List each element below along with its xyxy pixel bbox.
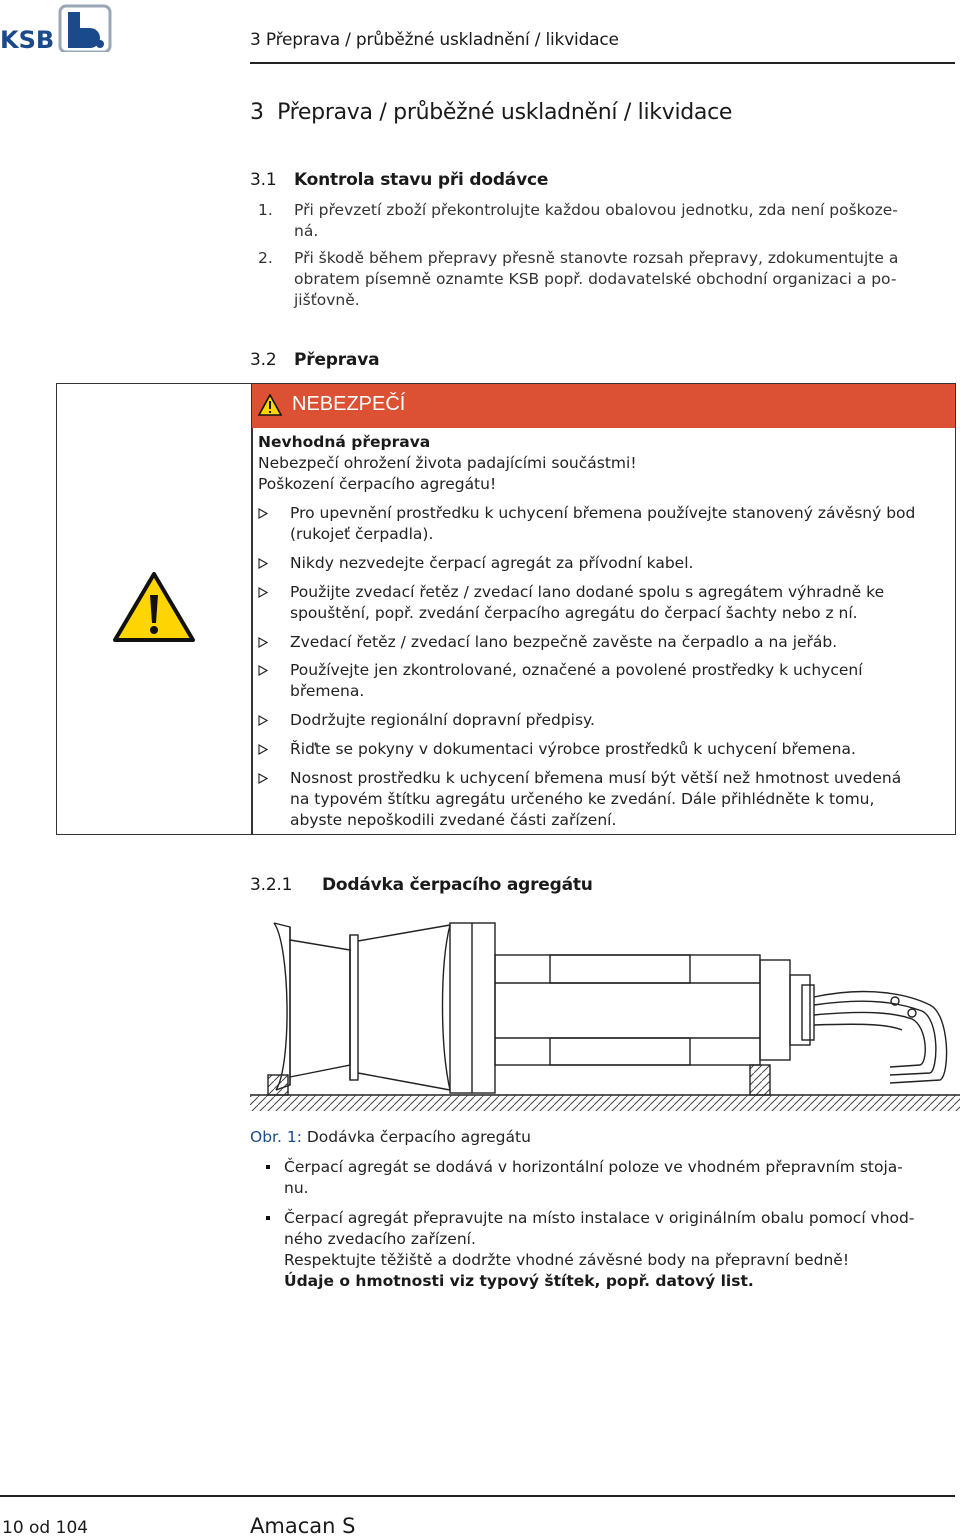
section-3-2-heading — [250, 350, 379, 370]
section-title: Kontrola stavu při dodávce — [294, 170, 549, 190]
ksb-logo-text: KSB — [0, 26, 55, 52]
section-title: Přeprava — [294, 350, 380, 370]
danger-bullet: Použijte zvedací řetěz / zvedací lano dodané spolu s agregátem výhradně ke spouštění, popř. zvedání čerpacího agregátu do čerpací šachty nebo z ní. — [258, 582, 948, 624]
danger-bullet: Řiďte se pokyny v dokumentaci výrobce prostředků k uchycení břemena. — [258, 739, 948, 760]
section-number: 3.2.1 — [250, 875, 293, 895]
danger-bullet: Pro upevnění prostředku k uchycení břemena používejte stanovený závěsný bod (rukojeť čerpadla). — [258, 503, 948, 545]
step-2 — [258, 248, 958, 314]
danger-label: NEBEZPEČÍ — [292, 393, 406, 415]
bullet-triangle-icon — [258, 587, 268, 598]
note-item: Čerpací agregát přepravujte na místo instalace v originálním obalu pomocí vhod- ného zvedacího zařízení. Respektujte těžiště a dodržte vhodné závěsné body na přepravní bedně! Údaje o hmotnosti viz typový štítek, popř. datový list. — [266, 1208, 956, 1294]
step-1 — [258, 200, 958, 244]
chapter-title: Přeprava / průběžné uskladnění / likvidace — [277, 100, 733, 125]
note-item: Čerpací agregát se dodává v horizontální poloze ve vhodném přepravním stoja- nu. — [266, 1157, 956, 1201]
warning-triangle-icon — [258, 394, 282, 416]
section-number: 3.2 — [250, 350, 277, 370]
danger-bullet: Nosnost prostředku k uchycení břemena musí být větší než hmotnost uvedená na typovém štítku agregátu určeného ke zvedání. Dále přihlédněte k tomu, abyste nepoškodili zvedané části zařízení. — [258, 768, 948, 831]
step-text: Při převzetí zboží překontrolujte každou obalovou jednotku, zda není poškoze- ná. — [294, 201, 898, 240]
danger-bullet: Nikdy nezvedejte čerpací agregát za přívodní kabel. — [258, 553, 948, 574]
figure-caption-label: Obr. 1: — [250, 1128, 302, 1146]
danger-bullet: Používejte jen zkontrolované, označené a povolené prostředky k uchycení břemena. — [258, 660, 948, 702]
danger-bullet: Dodržujte regionální dopravní předpisy. — [258, 710, 948, 731]
step-number: 1. — [258, 201, 273, 219]
ksb-logo — [0, 4, 112, 52]
bullet-triangle-icon — [258, 744, 268, 755]
section-3-1-heading — [250, 170, 548, 190]
running-header: 3 Přeprava / průběžné uskladnění / likvidace — [250, 30, 619, 50]
danger-line: Nebezpečí ohrožení života padajícími součástmi! — [258, 454, 637, 472]
danger-box-divider — [251, 383, 253, 835]
pump-transport-illustration — [250, 905, 960, 1120]
header-rule — [250, 62, 955, 64]
bullet-square-icon — [266, 1216, 270, 1220]
chapter-heading — [250, 100, 732, 125]
bullet-square-icon — [266, 1165, 270, 1169]
section-number: 3.1 — [250, 170, 277, 190]
page-number: 10 od 104 — [2, 1518, 89, 1538]
bullet-triangle-icon — [258, 715, 268, 726]
figure-caption-text: Dodávka čerpacího agregátu — [306, 1128, 531, 1146]
step-number: 2. — [258, 249, 273, 267]
chapter-number: 3 — [250, 100, 264, 125]
bullet-triangle-icon — [258, 508, 268, 519]
danger-bullet: Zvedací řetěz / zvedací lano bezpečně zavěste na čerpadlo a na jeřáb. — [258, 632, 948, 653]
weight-note: Údaje o hmotnosti viz typový štítek, popř. datový list. — [284, 1272, 754, 1290]
danger-heading: Nevhodná přeprava — [258, 433, 431, 451]
product-name: Amacan S — [250, 1514, 356, 1538]
footer-rule — [0, 1495, 955, 1497]
warning-triangle-icon — [112, 571, 196, 643]
section-title: Dodávka čerpacího agregátu — [322, 875, 593, 895]
figure-caption — [250, 1128, 531, 1146]
danger-line: Poškození čerpacího agregátu! — [258, 475, 497, 493]
bullet-triangle-icon — [258, 558, 268, 569]
step-text: Při škodě během přepravy přesně stanovte rozsah přepravy, zdokumentujte a obratem písemně oznamte KSB popř. dodavatelské obchodní organizaci a po- jišťovně. — [294, 249, 899, 309]
bullet-triangle-icon — [258, 637, 268, 648]
bullet-triangle-icon — [258, 773, 268, 784]
section-3-2-1-heading — [250, 875, 593, 895]
bullet-triangle-icon — [258, 665, 268, 676]
